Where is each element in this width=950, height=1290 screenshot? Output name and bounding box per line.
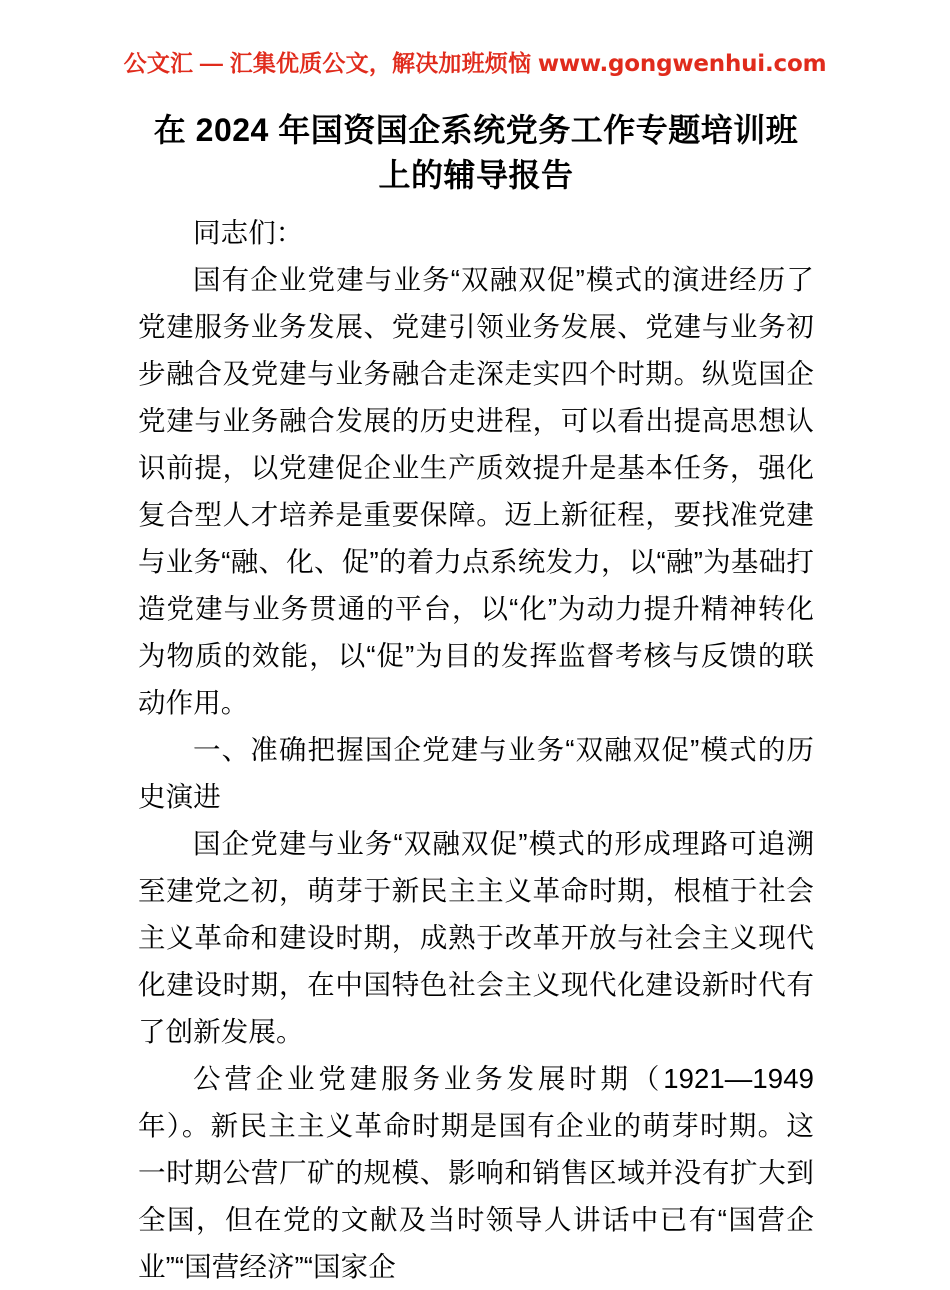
site-watermark-text: 公文汇 — 汇集优质公文，解决加班烦恼 xyxy=(123,50,538,76)
paragraph-intro: 国有企业党建与业务“双融双促”模式的演进经历了党建服务业务发展、党建引领业务发展、党建与业务初步融合及党建与业务融合走深走实四个时期。纵览国企党建与业务融合发展的历史进程，可以看出提高思想认识前提，以党建促企业生产质效提升是基本任务，强化复合型人才培养是重要保障。迈上新征程，要找准党建与业务“融、化、促”的着力点系统发力，以“融”为基础打造党建与业务贯通的平台，以“化”为动力提升精神转化为物质的效能，以“促”为目的发挥监督考核与反馈的联动作用。 xyxy=(138,263,814,718)
paragraph-section-one-p1: 国企党建与业务“双融双促”模式的形成理路可追溯至建党之初，萌芽于新民主主义革命时期，根植于社会主义革命和建设时期，成熟于改革开放与社会主义现代化建设时期，在中国特色社会主义现代化建设新时代有了创新发展。 xyxy=(138,827,814,1047)
section-heading-one: 一、准确把握国企党建与业务“双融双促”模式的历史演进 xyxy=(138,733,814,812)
document-title: 在 2024 年国资国企系统党务工作专题培训班上的辅导报告 xyxy=(153,112,799,194)
salutation: 同志们： xyxy=(193,216,304,248)
document-body xyxy=(138,108,814,1290)
site-watermark-banner xyxy=(0,50,950,79)
paragraph-section-one-p2: 公营企业党建服务业务发展时期（1921—1949 年）。新民主主义革命时期是国有企业的萌芽时期。这一时期公营厂矿的规模、影响和销售区域并没有扩大到全国，但在党的文献及当时领导人讲话中已有“国营企业”“国营经济”“国家企 xyxy=(138,1062,814,1282)
site-watermark-url: www.gongwenhui.com xyxy=(537,51,827,77)
